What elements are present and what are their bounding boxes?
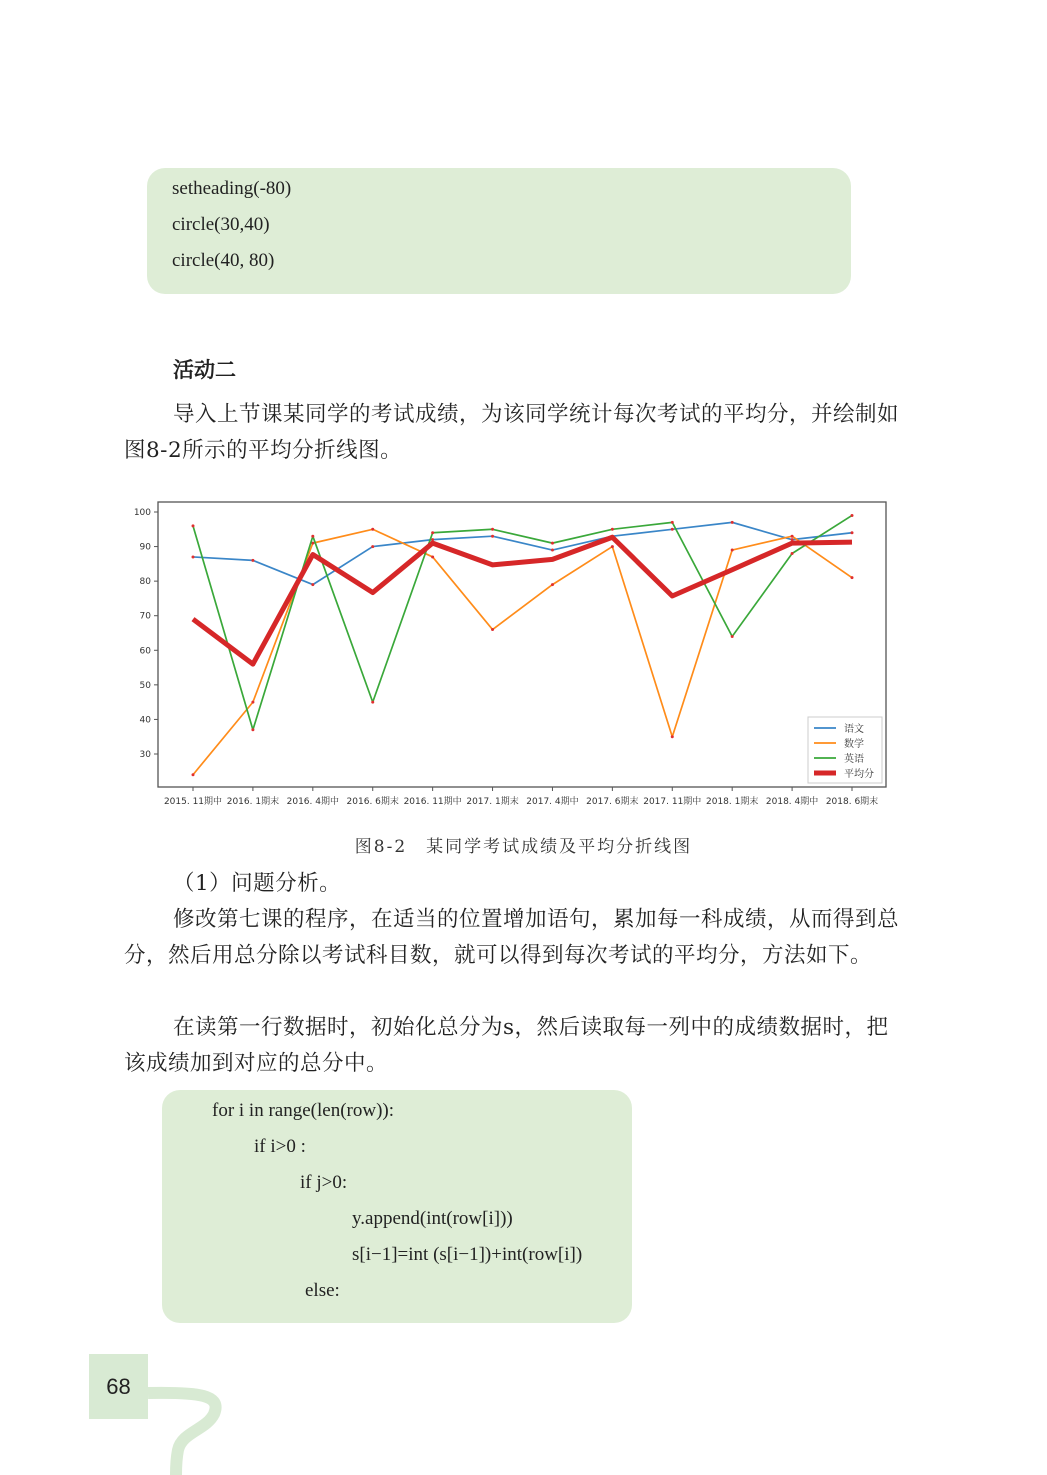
data-point (731, 549, 734, 552)
data-point (851, 531, 854, 534)
code-block-sum (162, 1090, 632, 1323)
data-point (731, 635, 734, 638)
data-point (251, 728, 254, 731)
data-point (551, 542, 554, 545)
average-score-line-chart (120, 495, 890, 815)
intro-text: 导入上节课某同学的考试成绩，为该同学统计每次考试的平均分，并绘制如图8-2所示的平均分折线图。 (124, 402, 900, 463)
data-point (731, 521, 734, 524)
y-tick-label: 90 (139, 542, 151, 553)
data-point (851, 576, 854, 579)
data-point (791, 552, 794, 555)
y-tick-label: 50 (139, 680, 151, 691)
data-point (192, 555, 195, 558)
code-line: if j>0: (300, 1172, 348, 1193)
y-tick-label: 30 (139, 749, 151, 760)
data-point (491, 628, 494, 631)
data-point (192, 524, 195, 527)
data-point (671, 521, 674, 524)
code-line: circle(40, 80) (172, 250, 275, 271)
data-point (431, 555, 434, 558)
code-line: y.append(int(row[i])) (352, 1208, 513, 1229)
x-tick-label: 2016. 1期末 (226, 797, 280, 807)
data-point (251, 559, 254, 562)
code-line: setheading(-80) (172, 178, 292, 199)
decorative-curve-icon (140, 1370, 240, 1475)
x-tick-label: 2018. 6期末 (825, 797, 879, 807)
data-point (192, 773, 195, 776)
data-point (431, 531, 434, 534)
x-tick-label: 2017. 11期中 (643, 797, 702, 807)
intro-paragraph (124, 397, 904, 469)
section-title: （1）问题分析。 (173, 871, 342, 896)
code-block-turtle (147, 168, 851, 294)
code-line: else: (305, 1280, 340, 1301)
code-line: if i>0 : (254, 1136, 306, 1157)
data-point (311, 583, 314, 586)
plot-area (158, 502, 886, 787)
code-line: for i in range(len(row)): (212, 1100, 395, 1121)
data-point (371, 528, 374, 531)
y-tick-label: 100 (133, 508, 151, 518)
data-point (611, 545, 614, 548)
y-tick-label: 70 (139, 611, 151, 622)
x-tick-label: 2015. 11期中 (163, 797, 223, 807)
code-line: s[i−1]=int (s[i−1])+int(row[i]) (352, 1244, 583, 1265)
data-point (851, 514, 854, 517)
paragraph-3-text: 在读第一行数据时，初始化总分为s，然后读取每一列中的成绩数据时，把该成绩加到对应的总分中。 (124, 1015, 889, 1076)
activity-heading: 活动二 (173, 358, 236, 382)
data-point (311, 535, 314, 538)
x-tick-label: 2016. 11期中 (403, 797, 462, 807)
paragraph-2 (124, 902, 904, 974)
code-line: circle(30,40) (172, 214, 270, 235)
y-tick-label: 60 (139, 646, 151, 657)
legend-label: 平均分 (844, 769, 874, 780)
data-point (551, 549, 554, 552)
legend-label: 语文 (844, 724, 864, 735)
x-tick-label: 2017. 1期末 (466, 797, 519, 807)
data-point (491, 535, 494, 538)
paragraph-3 (124, 1010, 904, 1082)
data-point (371, 545, 374, 548)
paragraph-2-text: 修改第七课的程序，在适当的位置增加语句，累加每一科成绩，从而得到总分，然后用总分除以考试科目数，就可以得到每次考试的平均分，方法如下。 (124, 907, 900, 968)
data-point (251, 701, 254, 704)
data-point (671, 735, 674, 738)
x-tick-label: 2017. 6期末 (586, 797, 639, 807)
data-point (611, 528, 614, 531)
data-point (371, 701, 374, 704)
legend-label: 数学 (844, 739, 864, 750)
y-tick-label: 80 (139, 577, 151, 588)
x-tick-label: 2018. 1期末 (706, 797, 759, 807)
page-number-text: 68 (106, 1373, 131, 1399)
x-tick-label: 2017. 4期中 (526, 797, 579, 807)
figure-caption: 图8-2 某同学考试成绩及平均分折线图 (354, 837, 693, 857)
x-tick-label: 2018. 4期中 (765, 797, 819, 807)
x-tick-label: 2016. 4期中 (286, 797, 339, 807)
legend-label: 英语 (844, 754, 864, 765)
y-tick-label: 40 (139, 715, 151, 726)
x-tick-label: 2016. 6期末 (346, 797, 399, 807)
data-point (791, 535, 794, 538)
data-point (671, 528, 674, 531)
data-point (491, 528, 494, 531)
data-point (551, 583, 554, 586)
